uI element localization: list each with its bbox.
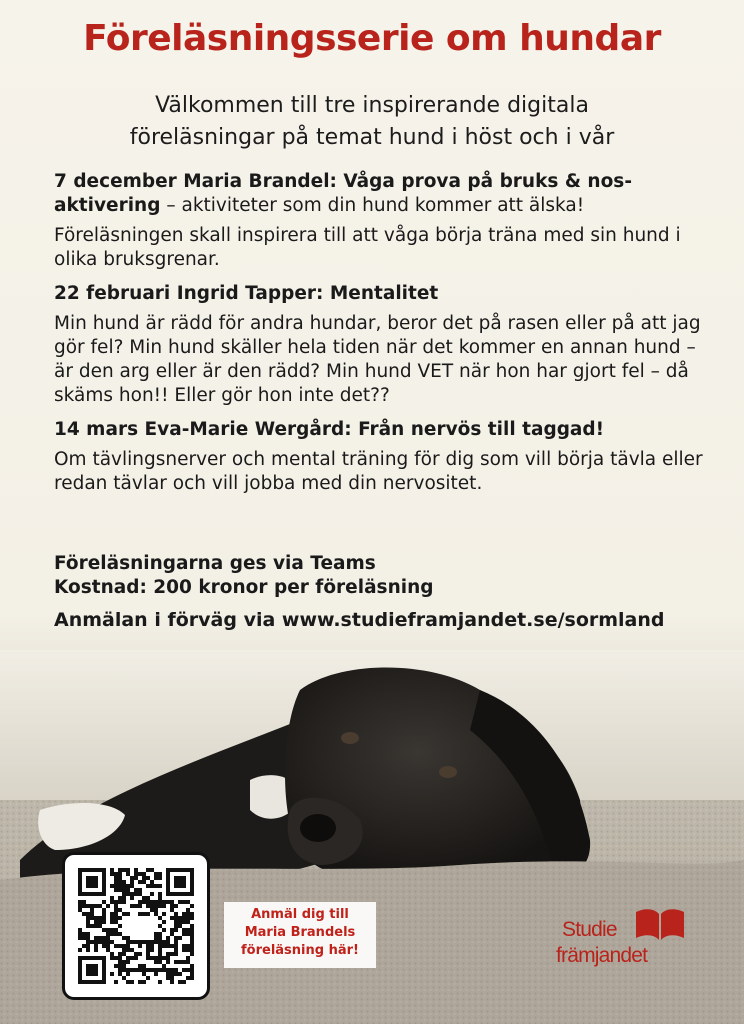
book-icon <box>634 906 686 942</box>
lecture-description: Min hund är rädd för andra hundar, beror det på rasen eller på att jag gör fel? Min hund skäller hela tiden när det kommer en annan hund – är den arg eller är den rädd? Min hund VET när hon har gjort fel – då skäms hon!! Eller gör hon inte det?? <box>54 313 701 406</box>
logo-line-2: främjandet <box>556 944 648 967</box>
qr-note-line-1: Anmäl dig till <box>251 907 349 922</box>
qr-code[interactable] <box>62 852 210 1000</box>
event-info <box>54 552 704 632</box>
lecture-item <box>54 418 704 496</box>
logo-line-1: Studie <box>562 918 617 941</box>
lecture-heading: 14 mars Eva-Marie Wergård: Från nervös till taggad! <box>54 419 605 440</box>
qr-note-line-3: föreläsning här! <box>241 943 359 958</box>
page-title: Föreläsningsserie om hundar <box>83 18 661 59</box>
qr-code-icon <box>78 868 194 984</box>
cost-info: Kostnad: 200 kronor per föreläsning <box>54 577 434 598</box>
intro-line-1: Välkommen till tre inspirerande digitala <box>155 93 589 118</box>
qr-note <box>224 902 376 968</box>
registration-link[interactable]: Anmälan i förväg via www.studieframjandet.se/sormland <box>54 609 665 631</box>
lecture-heading-tail: – aktiviteter som din hund kommer att älska! <box>160 195 585 216</box>
lecture-heading: 22 februari Ingrid Tapper: Mentalitet <box>54 283 439 304</box>
lecture-item <box>54 282 704 408</box>
studieframjandet-logo <box>548 904 698 978</box>
teams-info: Föreläsningarna ges via Teams <box>54 553 376 574</box>
lecture-description: Föreläsningen skall inspirera till att våga börja träna med sin hund i olika bruksgrenar. <box>54 225 681 270</box>
lecture-list <box>54 170 704 506</box>
lecture-description: Om tävlingsnerver och mental träning för dig som vill börja tävla eller redan tävlar och vill jobba med din nervositet. <box>54 449 703 494</box>
lecture-heading: 7 december Maria Brandel: Våga prova på bruks & nos-aktivering <box>54 171 632 216</box>
lecture-item <box>54 170 704 272</box>
qr-note-line-2: Maria Brandels <box>244 925 356 940</box>
intro-line-2: föreläsningar på temat hund i höst och i vår <box>129 125 615 150</box>
intro-text <box>60 90 684 154</box>
